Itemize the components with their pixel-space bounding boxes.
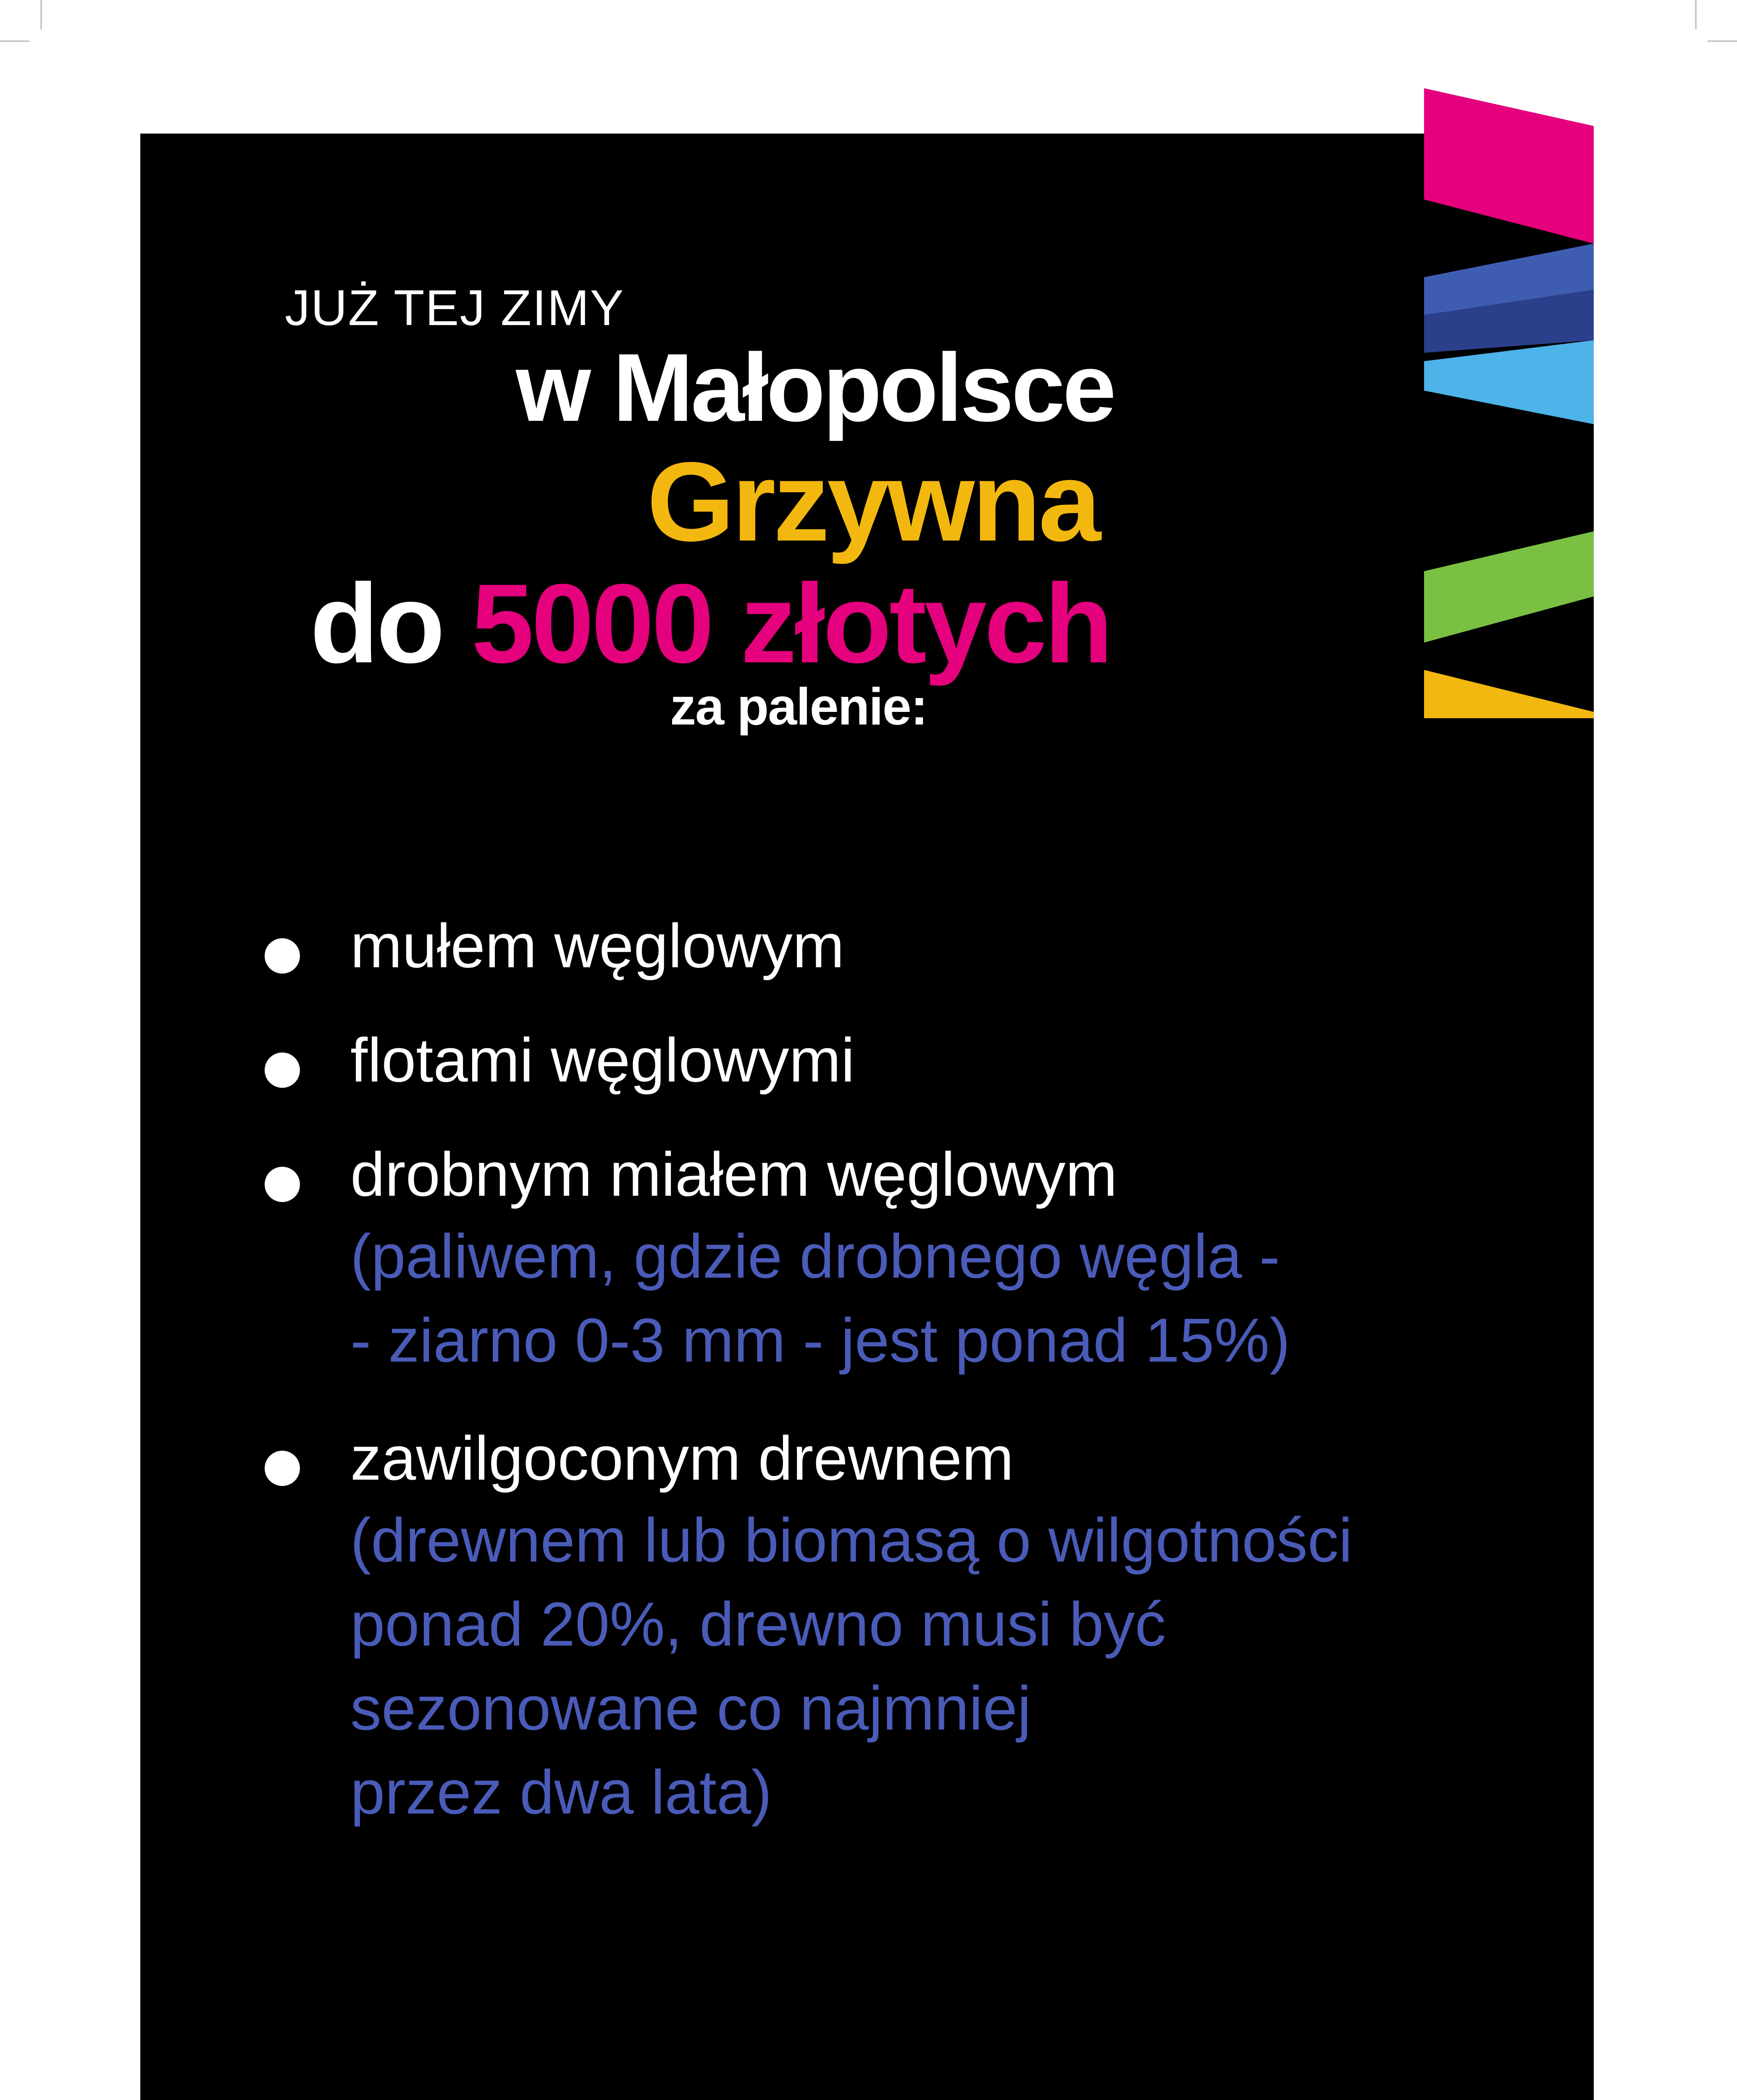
bullet-icon bbox=[265, 1451, 300, 1486]
list-item-note: (paliwem, gdzie drobnego węgla - bbox=[350, 1222, 1280, 1291]
crop-mark bbox=[0, 40, 29, 42]
headline-region: w Małopolsce bbox=[516, 333, 1114, 441]
list-item-note: przez dwa lata) bbox=[350, 1758, 772, 1827]
list-item-note: sezonowane co najmniej bbox=[350, 1674, 1031, 1743]
list-item-note: - ziarno 0-3 mm - jest ponad 15%) bbox=[350, 1306, 1290, 1375]
crop-mark bbox=[40, 0, 42, 29]
headline-for: za palenie: bbox=[670, 678, 927, 736]
bullet-icon bbox=[265, 938, 300, 974]
list-item-label: flotami węglowymi bbox=[350, 1026, 855, 1095]
crop-mark bbox=[1695, 0, 1697, 29]
headline-amount-prefix: do bbox=[310, 560, 443, 686]
list-item-note: (drewnem lub biomasą o wilgotności bbox=[350, 1506, 1353, 1575]
headline-fine: Grzywna bbox=[647, 438, 1099, 564]
list-item-label: zawilgoconym drewnem bbox=[350, 1424, 1014, 1493]
crop-mark bbox=[1708, 40, 1737, 42]
headline-amount-value: 5000 złotych bbox=[471, 560, 1111, 686]
bullet-icon bbox=[265, 1167, 300, 1202]
list-item-note: ponad 20%, drewno musi być bbox=[350, 1590, 1166, 1659]
headline-amount bbox=[310, 559, 1111, 688]
list-item-label: mułem węglowym bbox=[350, 911, 845, 981]
headline-kicker: JUŻ TEJ ZIMY bbox=[285, 280, 625, 336]
list-item-label: drobnym miałem węglowym bbox=[350, 1140, 1117, 1209]
bullet-icon bbox=[265, 1053, 300, 1088]
